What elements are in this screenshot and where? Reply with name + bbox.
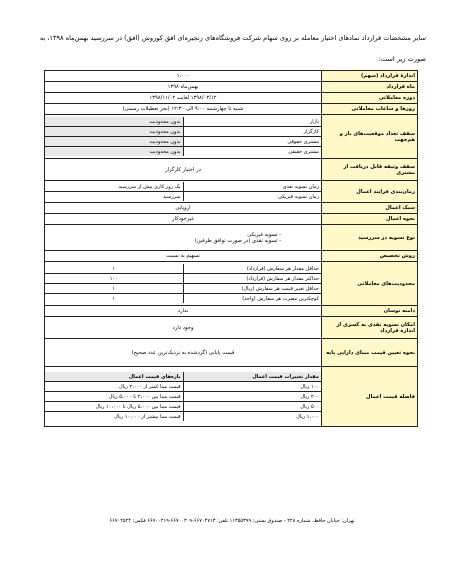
trade-limit-name: حداقل تغییر قیمت هر سفارش (ریال)	[183, 284, 321, 294]
strike-step-header: مقدار تغییرات قیمت اعمال	[183, 372, 321, 382]
trading-hours-label: روزها و ساعات معاملاتی	[322, 104, 418, 115]
footer-contact: تهران: خیابان حافظ، شماره ۲۲۸ - صندوق پستی: ۱۱۳۵۵۳۹۹ تلفن: ۶۶۷۰۴۷۱۳-۶۶۷۰۰۳۰۹-۶۶۷۰۰۲۱۹ فکس: ۶۶۷۰۲۵۲۴	[109, 518, 355, 524]
position-limit-name: مشتری حقیقی	[288, 148, 319, 155]
price-range-label: دامنه نوسان	[322, 306, 418, 317]
partial-cash-settlement-value: وجود دارد	[45, 317, 322, 339]
trade-limit-value: ۱۰۰	[45, 274, 183, 284]
contract-month-label: ماه قرارداد	[322, 82, 418, 93]
intro-paragraph: سایر مشخصات قرارداد نمادهای اختیار معامله بر روی سهام شرکت فروشگاه‌های زنجیره‌ای افق کوروش (افق) در سررسید بهمن‌ماه ۱۳۹۸، به صورت زیر است:	[39, 34, 426, 63]
settlement-timing-value: یک روز کاری پیش از سررسید	[45, 182, 183, 192]
trade-limit-name: کوچکترین مضرب هر سفارش (واحد)	[242, 295, 319, 302]
trade-limit-value: ۱	[45, 294, 183, 304]
margin-value: در اختیار کارگزار	[45, 159, 322, 181]
settlement-type-item: - تسویه نقدی (در صورت توافق طرفین)	[47, 238, 281, 244]
position-limit-value: بدون محدودیت	[45, 117, 183, 127]
strike-step-cell: ۲۰۰ ریال	[183, 392, 321, 402]
settlement-timing-value: سررسید	[45, 192, 183, 202]
settlement-timing-label: زمان‌بندی فرایند اعمال	[322, 181, 418, 203]
trading-hours-value: شنبه تا چهارشنبه ۹:۰۰ الی ۱۲:۳۰ (بجز تعطیلات رسمی)	[45, 104, 322, 115]
strike-step-cell: ۵۰۰ ریال	[183, 402, 321, 412]
settlement-timing-name: زمان تسویه نقدی	[183, 182, 321, 192]
contract-specs-table	[44, 70, 418, 427]
exercise-method-label: نحوه اعمال	[322, 214, 418, 225]
strike-range-cell: قیمت مبنا بین ۲،۰۰۰ تا ۵،۰۰۰ ریال	[45, 392, 183, 402]
position-limits-subtable	[45, 117, 321, 156]
allocation-method-value: تسهیم به نسبت	[45, 251, 322, 262]
exercise-method-value: غیرخودکار	[45, 214, 322, 225]
position-limit-name: بازار	[183, 117, 321, 127]
trade-limit-value: ۱	[45, 264, 183, 274]
trading-period-label: دوره معاملاتی	[322, 93, 418, 104]
trade-limit-name: حداکثر مقدار هر سفارش (قرارداد)	[183, 274, 321, 284]
exercise-style-value: اروپایی	[45, 203, 322, 214]
trade-limits-label: محدودیت‌های معاملاتی	[322, 262, 418, 306]
strike-gap-subtable	[45, 372, 321, 421]
position-limit-value: بدون محدودیت	[45, 127, 183, 137]
strike-range-cell: قیمت مبنا بین ۵،۰۰۰ ریال تا ۱۰،۰۰۰ ریال	[45, 402, 183, 412]
position-limits-label: سقف تعداد موقعیت‌های باز و هم‌جهت	[322, 115, 418, 159]
trade-limit-value: ۱	[45, 284, 183, 294]
base-price-value: قیمت پایانی (گردشده به نزدیک‌ترین عدد صحیح)	[45, 339, 322, 367]
margin-label: سقف وثیقه قابل دریافت از مشتری	[322, 159, 418, 181]
contract-size-label: اندازۀ قرارداد (سهم)	[322, 71, 418, 82]
base-price-label: نحوه تعیین قیمت مبنای دارایی پایه	[322, 339, 418, 367]
partial-cash-settlement-label: امکان تسویه نقدی به کسری از اندازه قرارداد	[322, 317, 418, 339]
strike-range-cell: قیمت مبنا بیشتر از ۱۰،۰۰۰ ریال	[45, 412, 183, 422]
trade-limit-name: حداقل مقدار هر سفارش (قرارداد)	[183, 264, 321, 274]
price-range-value: ندارد	[45, 306, 322, 317]
allocation-method-label: روش تخصیص	[322, 251, 418, 262]
position-limit-value: بدون محدودیت	[45, 137, 183, 147]
position-limit-value: بدون محدودیت	[45, 147, 183, 157]
exercise-style-label: سبک اعمال	[322, 203, 418, 214]
contract-size-value: ۱،۰۰۰	[45, 71, 322, 82]
trading-period-value: ۱۳۹۸/۰۳/۱۲ لغایت ۱۳۹۸/۱۱/۰۲	[45, 93, 322, 104]
position-limit-name: مشتری حقوقی	[183, 137, 321, 147]
trade-limits-subtable	[45, 264, 321, 303]
strike-step-cell: ۱،۰۰۰ ریال	[296, 413, 319, 420]
strike-gap-label: فاصله قیمت اعمال	[322, 367, 418, 427]
position-limit-name: کارگزار	[183, 127, 321, 137]
contract-month-value: بهمن‌ماه ۱۳۹۸	[45, 82, 322, 93]
strike-range-cell: قیمت مبنا کمتر از ۲،۰۰۰ ریال	[45, 382, 183, 392]
settlement-type-label: نوع تسویه در سررسید	[322, 225, 418, 251]
strike-step-cell: ۱۰۰ ریال	[183, 382, 321, 392]
settlement-timing-name: زمان تسویه فیزیکی	[278, 193, 319, 200]
strike-range-header: بازه‌های قیمت اعمال	[45, 372, 183, 382]
settlement-timing-subtable	[45, 182, 321, 201]
settlement-type-item: - تسویه فیزیکی	[47, 232, 281, 238]
